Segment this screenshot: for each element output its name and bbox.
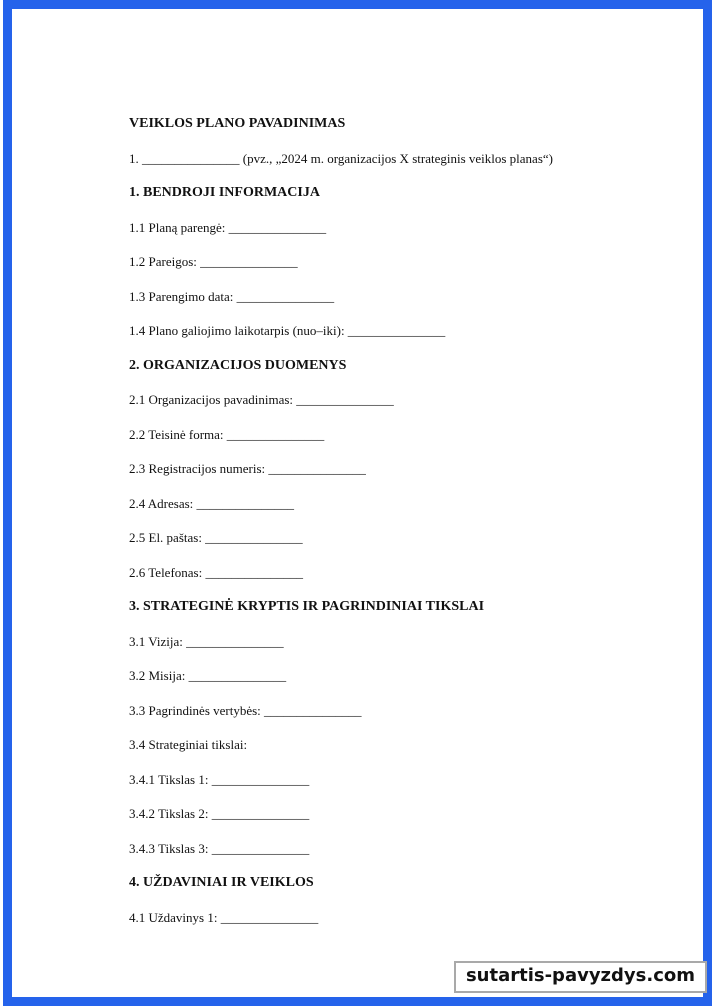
section-heading: 3. STRATEGINĖ KRYPTIS IR PAGRINDINIAI TIKSLAI	[129, 599, 485, 614]
form-field-line: 3.4.1 Tikslas 1: _______________	[129, 771, 310, 787]
document-title: VEIKLOS PLANO PAVADINIMAS	[129, 116, 346, 131]
form-field-line: 4.1 Uždavinys 1: _______________	[129, 909, 319, 925]
section-heading: 2. ORGANIZACIJOS DUOMENYS	[129, 357, 347, 373]
form-field-line: 3.4.3 Tikslas 3: _______________	[129, 840, 310, 856]
form-field-line: 1.1 Planą parengė: _______________	[129, 219, 327, 235]
form-field-line: 2.6 Telefonas: _______________	[129, 564, 303, 580]
form-field-line: 2.2 Teisinė forma: _______________	[129, 426, 325, 442]
section-heading: 4. UŽDAVINIAI IR VEIKLOS	[129, 875, 314, 890]
section-heading: 1. BENDROJI INFORMACIJA	[129, 185, 320, 200]
form-field-line: 1.3 Parengimo data: _______________	[129, 288, 335, 304]
form-field-line: 3.4 Strateginiai tikslai:	[129, 737, 248, 752]
form-field-line: 3.3 Pagrindinės vertybės: _______________	[129, 702, 362, 718]
watermark-badge[interactable]	[454, 961, 707, 993]
form-field-line: 1.4 Plano galiojimo laikotarpis (nuo–iki): _______________	[129, 323, 446, 338]
form-field-line: 1. _______________ (pvz., „2024 m. organizacijos X strateginis veiklos planas“)	[129, 150, 553, 166]
form-field-line: 3.4.2 Tikslas 2: _______________	[129, 806, 310, 821]
form-field-line: 1.2 Pareigos: _______________	[129, 254, 298, 269]
form-field-line: 2.4 Adresas: _______________	[129, 495, 295, 511]
document-page	[129, 117, 599, 945]
form-field-line: 2.1 Organizacijos pavadinimas: _______________	[129, 392, 394, 407]
form-field-line: 2.5 El. paštas: _______________	[129, 530, 303, 545]
form-field-line: 2.3 Registracijos numeris: _______________	[129, 461, 366, 476]
form-field-line: 3.2 Misija: _______________	[129, 668, 287, 683]
form-field-line: 3.1 Vizija: _______________	[129, 633, 284, 649]
watermark-label: sutartis-pavyzdys.com	[465, 965, 695, 986]
